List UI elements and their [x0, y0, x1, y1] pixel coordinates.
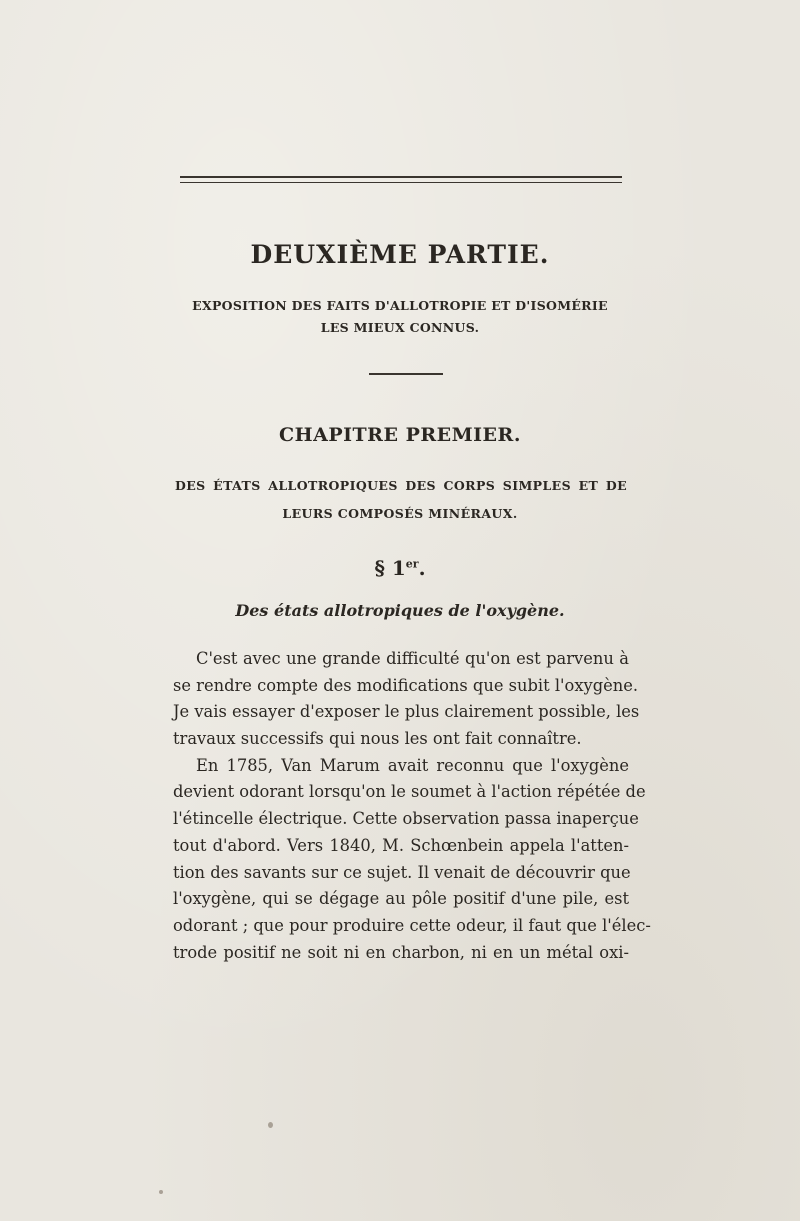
- body-line: devient odorant lorsqu'on le soumet à l'action répétée de: [173, 782, 646, 802]
- section-mark-ordinal: er: [405, 557, 419, 571]
- chapter-subtitle-line-1: DES ÉTATS ALLOTROPIQUES DES CORPS SIMPLES ET DE: [175, 478, 627, 493]
- body-line: travaux successifs qui nous les ont fait connaître.: [173, 729, 582, 749]
- section-mark-number: § 1: [374, 556, 406, 580]
- body-line: l'oxygène, qui se dégage au pôle positif d'une pile, est: [173, 889, 629, 909]
- body-line: En 1785, Van Marum avait reconnu que l'oxygène: [196, 755, 629, 775]
- paper-speck: [268, 1122, 273, 1128]
- body-line: tout d'abord. Vers 1840, M. Schœnbein appela l'atten-: [173, 835, 629, 855]
- body-line: se rendre compte des modifications que subit l'oxygène.: [173, 675, 639, 695]
- chapter-subtitle-line-2: LEURS COMPOSÉS MINÉRAUX.: [282, 506, 518, 521]
- body-text: [173, 646, 651, 966]
- top-double-rule: [180, 176, 622, 183]
- section-title: Des états allotropiques de l'oxygène.: [235, 601, 565, 620]
- body-line: odorant ; que pour produire cette odeur, il faut que l'élec-: [173, 915, 651, 935]
- body-line: Je vais essayer d'exposer le plus clairement possible, les: [173, 702, 640, 722]
- part-title: DEUXIÈME PARTIE.: [250, 240, 550, 269]
- body-line: tion des savants sur ce sujet. Il venait de découvrir que: [173, 862, 631, 882]
- part-subtitle-line-1: EXPOSITION DES FAITS D'ALLOTROPIE ET D'ISOMÉRIE: [192, 298, 608, 313]
- paper-speck: [159, 1190, 163, 1194]
- section-mark-period: .: [418, 556, 426, 580]
- chapter-title: CHAPITRE PREMIER.: [279, 424, 521, 446]
- section-divider: [369, 373, 443, 375]
- body-line: C'est avec une grande difficulté qu'on est parvenu à: [196, 649, 629, 668]
- body-line: l'étincelle électrique. Cette observation passa inaperçue: [173, 809, 639, 829]
- part-subtitle-line-2: LES MIEUX CONNUS.: [320, 320, 480, 335]
- body-line: trode positif ne soit ni en charbon, ni en un métal oxi-: [173, 942, 629, 962]
- section-mark: [0, 556, 800, 580]
